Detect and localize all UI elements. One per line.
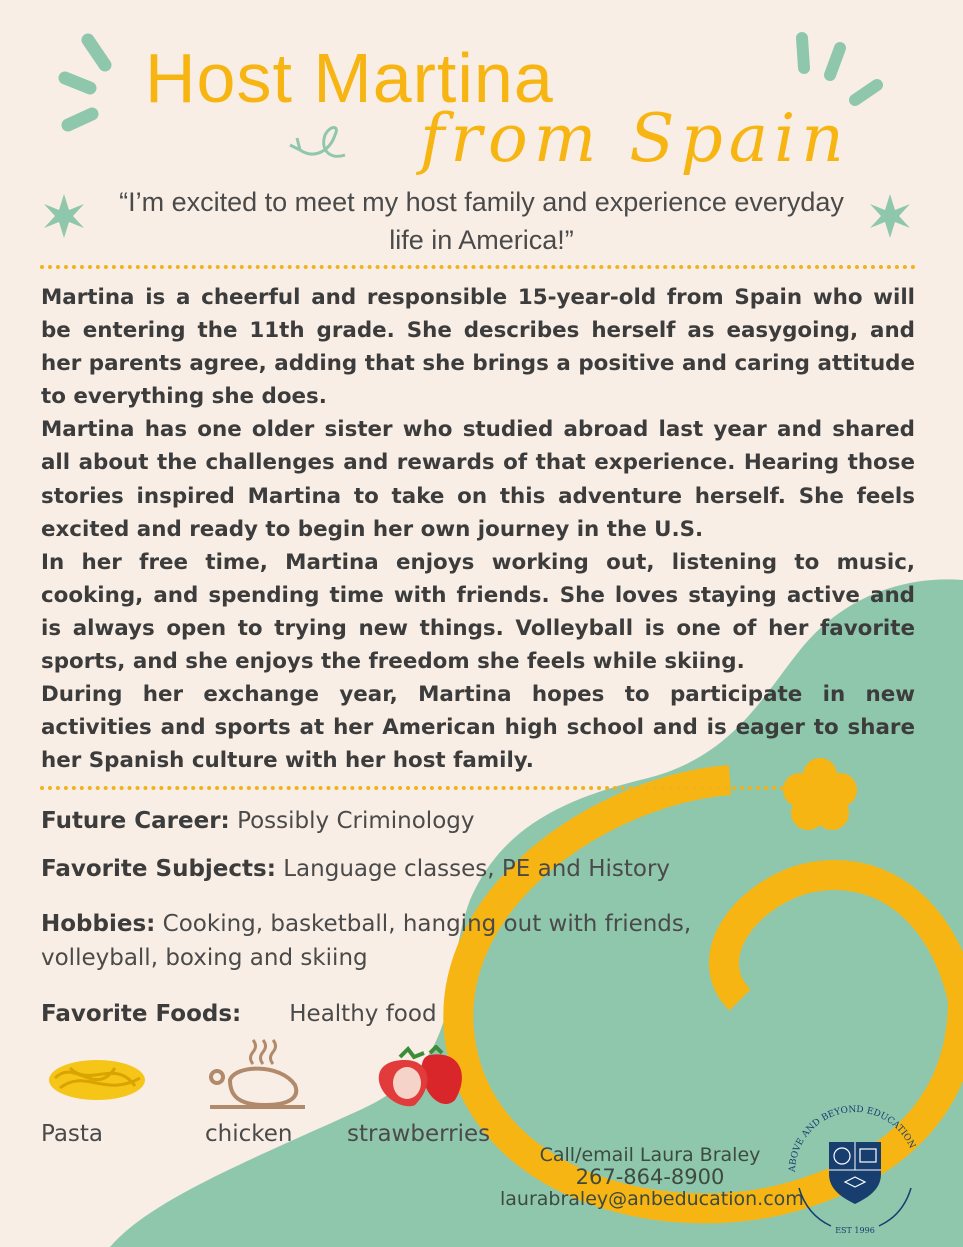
contact-email[interactable]: laurabraley@anbeducation.com (500, 1188, 804, 1210)
dotted-divider (40, 786, 785, 790)
future-career: Future Career: Possibly Criminology (41, 808, 475, 834)
contact-name: Call/email Laura Braley (539, 1144, 761, 1166)
swirl-arrow-icon (290, 128, 345, 157)
food-label-strawberries: strawberries (347, 1121, 491, 1147)
dotted-divider (40, 265, 916, 269)
hobbies: Hobbies: Cooking, basketball, hanging out with friends, volleyball, boxing and skiing (41, 911, 692, 971)
favorite-foods: Favorite Foods: Healthy food (41, 1001, 437, 1027)
svg-text:EST 1996: EST 1996 (835, 1226, 875, 1235)
bio-paragraph: Martina has one older sister who studied abroad last year and shared all about the challenges and rewards of that experience. Hearing those stories inspired Martina to take on this adventure herself. She feels excited and ready to begin her own journey in the U.S. (41, 417, 915, 542)
page-subtitle: from Spain (420, 100, 850, 177)
bio-paragraph: During her exchange year, Martina hopes to participate in new activities and sports at her American high school and is eager to share her Spanish culture with her host family. (41, 682, 915, 774)
star-left-icon (44, 194, 84, 238)
sparkle-right-icon (802, 38, 877, 100)
food-label-chicken: chicken (205, 1121, 293, 1147)
contact-phone[interactable]: 267-864-8900 (575, 1165, 725, 1189)
star-right-icon (870, 194, 910, 238)
student-quote: “I’m excited to meet my host family and experience everyday life in America!” (119, 187, 844, 255)
contact-info (500, 1144, 804, 1210)
bio-paragraph: In her free time, Martina enjoys working out, listening to music, cooking, and spending time with friends. She loves staying active and is always open to trying new things. Volleyball is one of her favorite sports, and she enjoys the freedom she feels while skiing. (41, 549, 915, 675)
food-label-pasta: Pasta (41, 1121, 104, 1147)
favorite-subjects: Favorite Subjects: Language classes, PE and History (41, 856, 671, 882)
chicken-icon (205, 1035, 310, 1110)
page-title: Host Martina (145, 39, 554, 117)
school-logo (785, 1100, 925, 1240)
svg-text:ABOVE AND BEYOND EDUCATION: ABOVE AND BEYOND EDUCATION (787, 1104, 917, 1173)
bio-text (41, 281, 915, 777)
bio-paragraph: Martina is a cheerful and responsible 15-year-old from Spain who will be entering the 11th grade. She describes herself as easygoing, and her parents agree, adding that she brings a positive and caring attitude to everything she does. (41, 285, 915, 410)
strawberry-icon (375, 1045, 470, 1110)
pasta-icon (45, 1048, 150, 1108)
sparkle-left-icon (65, 40, 105, 125)
